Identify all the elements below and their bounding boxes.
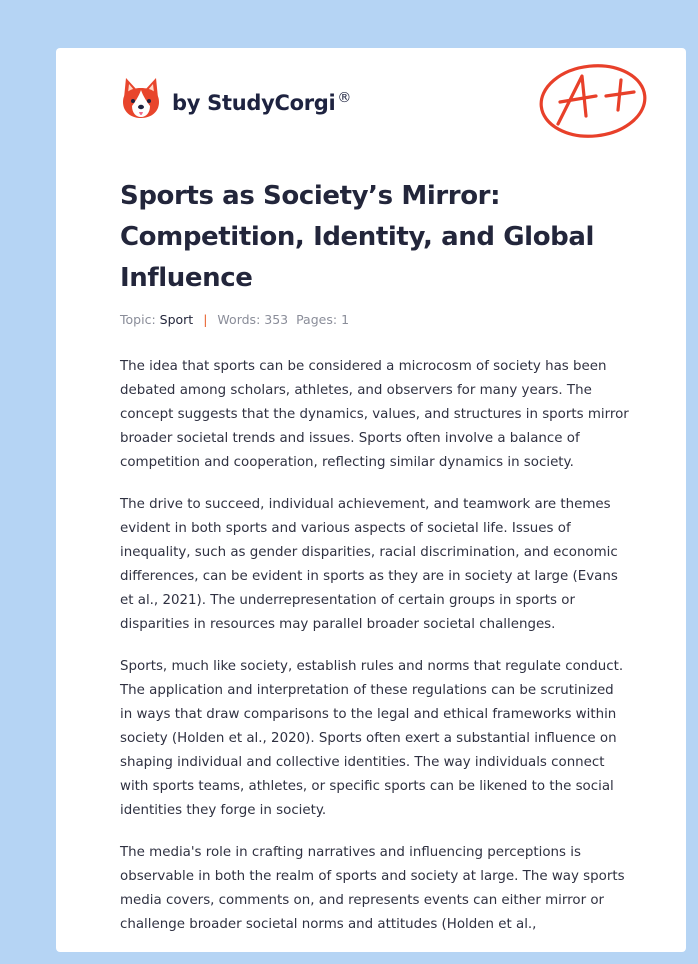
topic-label: Topic:: [120, 312, 156, 327]
page-header: [56, 48, 686, 168]
pages-value: 1: [341, 312, 350, 327]
page-title: Sports as Society’s Mirror: Competition, Identity, and Global Influence: [120, 181, 595, 293]
corgi-icon: [120, 76, 162, 122]
brand-name: by StudyCorgi ®: [172, 89, 352, 115]
registered-mark: ®: [337, 89, 352, 106]
paragraph: The idea that sports can be considered a microcosm of society has been debated among scholars, athletes, and observers for many years. The concept suggests that the dynamics, values, and structures in sports mirror broader societal trends and issues. Sports often involve a balance of competition and cooperation, reflecting similar dynamics in society.: [120, 359, 629, 470]
a-plus-icon: [538, 60, 650, 140]
words-value: 353: [264, 312, 289, 327]
meta-separator: |: [203, 312, 208, 327]
paragraph: Sports, much like society, establish rules and norms that regulate conduct. The application and interpretation of these regulations can be scrutinized in ways that draw comparisons to the legal and ethical frameworks within society (Holden et al., 2020). Sports often exert a substantial influence on shaping individual and collective identities. The way individuals connect with sports teams, athletes, or specific sports can be likened to the social identities they forge in society.: [120, 659, 624, 818]
pages-label: Pages:: [296, 312, 338, 327]
paragraph: The media's role in crafting narratives and influencing perceptions is observable in both the realm of sports and society at large. The way sports media covers, comments on, and represents events can either mirror or challenge broader societal norms and attitudes (Holden et al.,: [120, 845, 625, 932]
document-page: [56, 48, 686, 952]
topic-link[interactable]: Sport: [159, 312, 194, 327]
essay-body: [120, 355, 630, 952]
studycorgi-logo[interactable]: [120, 76, 351, 122]
paragraph: The drive to succeed, individual achievement, and teamwork are themes evident in both sports and various aspects of societal life. Issues of inequality, such as gender disparities, racial discrimination, and economic differences, can be evident in sports as they are in society at large (Evans et al., 2021). The underrepresentation of certain groups in sports or disparities in resources may parallel broader societal challenges.: [120, 497, 618, 632]
document-meta: [120, 312, 349, 327]
words-label: Words:: [217, 312, 261, 327]
